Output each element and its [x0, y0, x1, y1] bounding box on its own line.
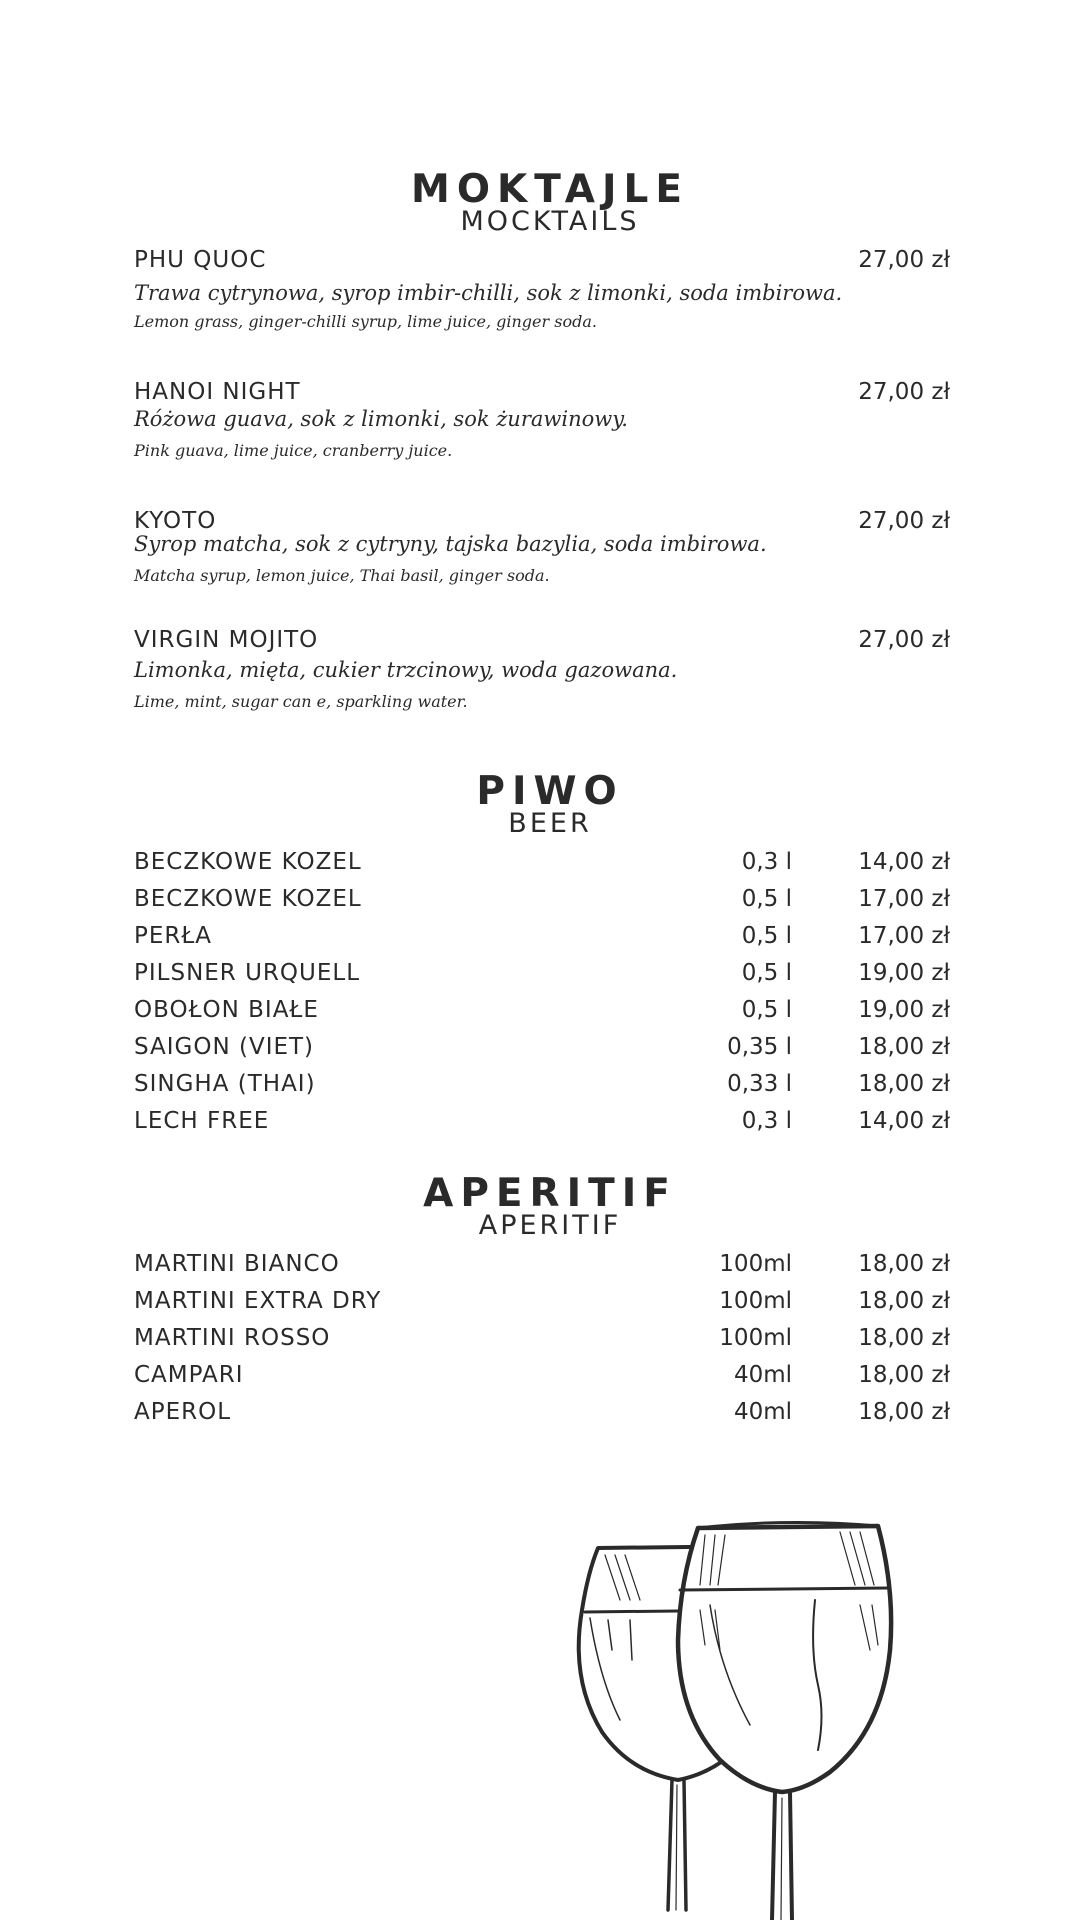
beer-volume: 0,3 l: [741, 1108, 792, 1134]
beer-name: BECZKOWE KOZEL: [134, 886, 362, 912]
beer-volume: 0,33 l: [727, 1071, 792, 1097]
beer-name: PERŁA: [134, 923, 213, 949]
mocktail-price: 27,00 zł: [858, 247, 950, 273]
aperitif-name: APEROL: [134, 1399, 232, 1425]
aperitif-price: 18,00 zł: [858, 1399, 950, 1425]
beer-price: 17,00 zł: [858, 886, 950, 912]
beer-price: 14,00 zł: [858, 849, 950, 875]
aperitif-name: CAMPARI: [134, 1362, 244, 1388]
beer-volume: 0,5 l: [741, 886, 792, 912]
section-subtitle-mocktails: MOCKTAILS: [460, 206, 640, 237]
mocktail-price: 27,00 zł: [858, 508, 950, 534]
beer-volume: 0,35 l: [727, 1034, 792, 1060]
mocktail-price: 27,00 zł: [858, 379, 950, 405]
mocktail-desc-en: Lemon grass, ginger-chilli syrup, lime juice, ginger soda.: [134, 312, 597, 331]
aperitif-price: 18,00 zł: [858, 1288, 950, 1314]
aperitif-volume: 100ml: [719, 1325, 792, 1351]
beer-name: OBOŁON BIAŁE: [134, 997, 319, 1023]
section-subtitle-beer: BEER: [508, 808, 592, 839]
aperitif-price: 18,00 zł: [858, 1251, 950, 1277]
beer-name: PILSNER URQUELL: [134, 960, 361, 986]
section-subtitle-aperitif: APERITIF: [478, 1210, 622, 1241]
mocktail-name: HANOI NIGHT: [134, 379, 301, 405]
mocktail-name: KYOTO: [134, 508, 217, 534]
beer-name: LECH FREE: [134, 1108, 270, 1134]
beer-price: 18,00 zł: [858, 1034, 950, 1060]
mocktail-desc-pl: Różowa guava, sok z limonki, sok żurawinowy.: [134, 407, 628, 431]
wine-glasses-icon: [560, 1510, 920, 1920]
section-title-beer: PIWO: [476, 769, 624, 814]
beer-name: SINGHA (THAI): [134, 1071, 316, 1097]
mocktail-price: 27,00 zł: [858, 627, 950, 653]
mocktail-desc-en: Pink guava, lime juice, cranberry juice.: [134, 441, 453, 460]
aperitif-price: 18,00 zł: [858, 1325, 950, 1351]
aperitif-name: MARTINI EXTRA DRY: [134, 1288, 382, 1314]
mocktail-desc-en: Matcha syrup, lemon juice, Thai basil, ginger soda.: [134, 566, 550, 585]
beer-volume: 0,5 l: [741, 960, 792, 986]
mocktail-name: PHU QUOC: [134, 247, 267, 273]
beer-volume: 0,5 l: [741, 923, 792, 949]
beer-price: 17,00 zł: [858, 923, 950, 949]
mocktail-name: VIRGIN MOJITO: [134, 627, 319, 653]
beer-price: 19,00 zł: [858, 997, 950, 1023]
beer-volume: 0,3 l: [741, 849, 792, 875]
beer-name: SAIGON (VIET): [134, 1034, 315, 1060]
beer-price: 14,00 zł: [858, 1108, 950, 1134]
beer-name: BECZKOWE KOZEL: [134, 849, 362, 875]
aperitif-name: MARTINI BIANCO: [134, 1251, 340, 1277]
beer-price: 19,00 zł: [858, 960, 950, 986]
aperitif-price: 18,00 zł: [858, 1362, 950, 1388]
mocktail-desc-pl: Trawa cytrynowa, syrop imbir-chilli, sok z limonki, soda imbirowa.: [134, 281, 843, 305]
section-title-mocktails: MOKTAJLE: [411, 167, 689, 212]
aperitif-volume: 40ml: [733, 1362, 792, 1388]
mocktail-desc-pl: Limonka, mięta, cukier trzcinowy, woda gazowana.: [134, 658, 678, 682]
aperitif-volume: 100ml: [719, 1251, 792, 1277]
beer-volume: 0,5 l: [741, 997, 792, 1023]
beer-price: 18,00 zł: [858, 1071, 950, 1097]
mocktail-desc-pl: Syrop matcha, sok z cytryny, tajska bazylia, soda imbirowa.: [134, 532, 767, 556]
mocktail-desc-en: Lime, mint, sugar can e, sparkling water.: [134, 692, 468, 711]
aperitif-volume: 40ml: [733, 1399, 792, 1425]
aperitif-name: MARTINI ROSSO: [134, 1325, 331, 1351]
aperitif-volume: 100ml: [719, 1288, 792, 1314]
section-title-aperitif: APERITIF: [423, 1171, 677, 1216]
